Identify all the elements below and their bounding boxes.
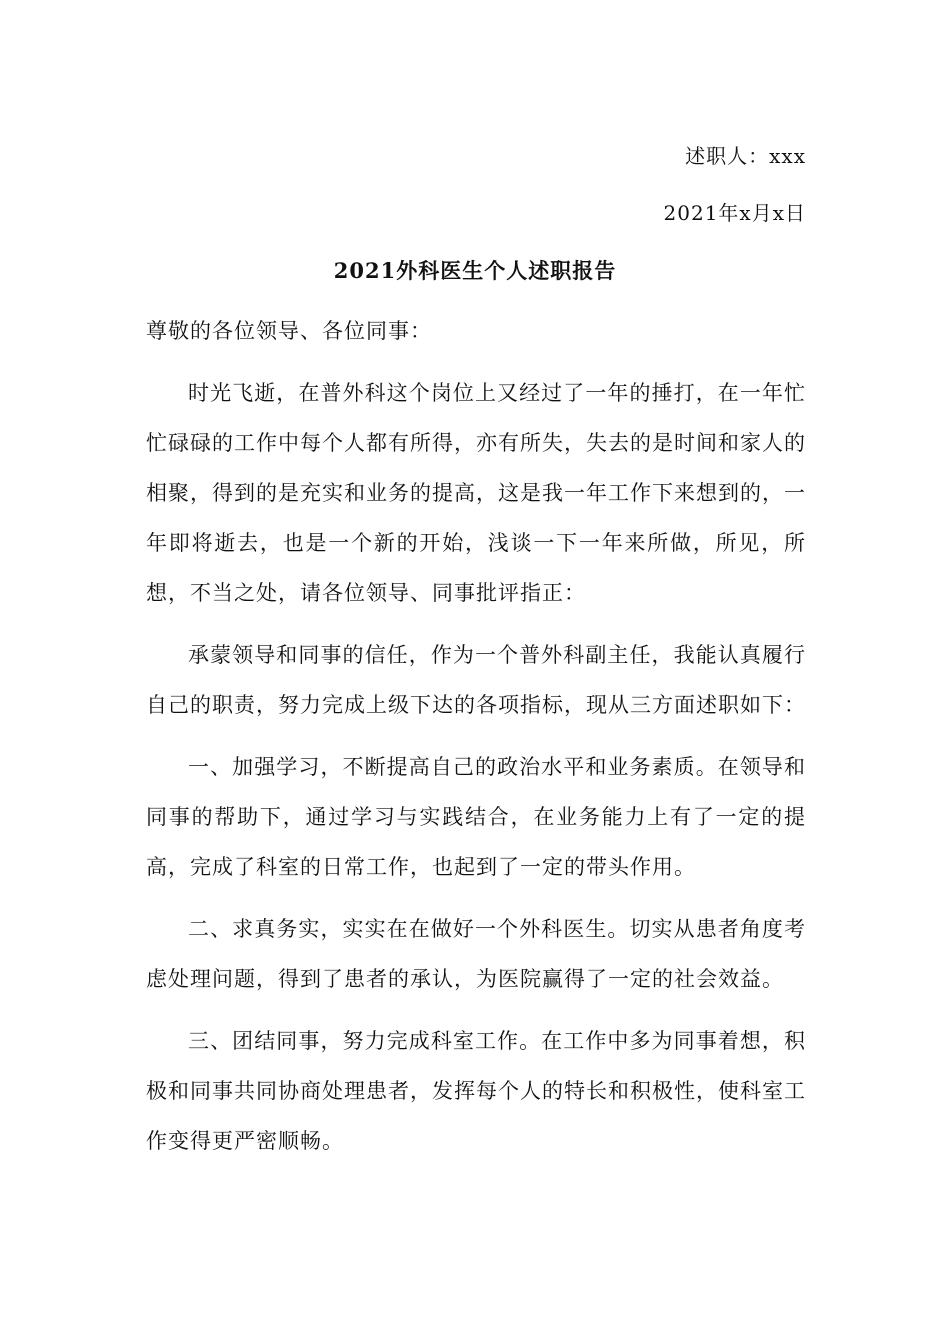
paragraph-point-three: 三、团结同事，努力完成科室工作。在工作中多为同事着想，积极和同事共同协商处理患者，发挥每个人的特长和积极性，使科室工作变得更严密顺畅。 [146,1029,806,1153]
date-line: 2021年x月x日 [663,201,806,225]
author-line: 述职人：xxx [685,144,806,168]
paragraph-overview: 承蒙领导和同事的信任，作为一个普外科副主任，我能认真履行自己的职责，努力完成上级下达的各项指标，现从三方面述职如下： [146,643,806,717]
paragraph-point-one: 一、加强学习，不断提高自己的政治水平和业务素质。在领导和同事的帮助下，通过学习与实践结合，在业务能力上有了一定的提高，完成了科室的日常工作，也起到了一定的带头作用。 [146,755,806,879]
salutation: 尊敬的各位领导、各位同事： [146,319,432,343]
paragraph-point-two: 二、求真务实，实实在在做好一个外科医生。切实从患者角度考虑处理问题，得到了患者的承认，为医院赢得了一定的社会效益。 [146,917,806,991]
document-body [146,306,806,1178]
paragraph-intro: 时光飞逝，在普外科这个岗位上又经过了一年的捶打，在一年忙忙碌碌的工作中每个人都有所得，亦有所失，失去的是时间和家人的相聚，得到的是充实和业务的提高，这是我一年工作下来想到的，一年即将逝去，也是一个新的开始，浅谈一下一年来所做，所见，所想，不当之处，请各位领导、同事批评指正： [146,381,806,605]
document-title: 2021外科医生个人述职报告 [333,258,617,283]
